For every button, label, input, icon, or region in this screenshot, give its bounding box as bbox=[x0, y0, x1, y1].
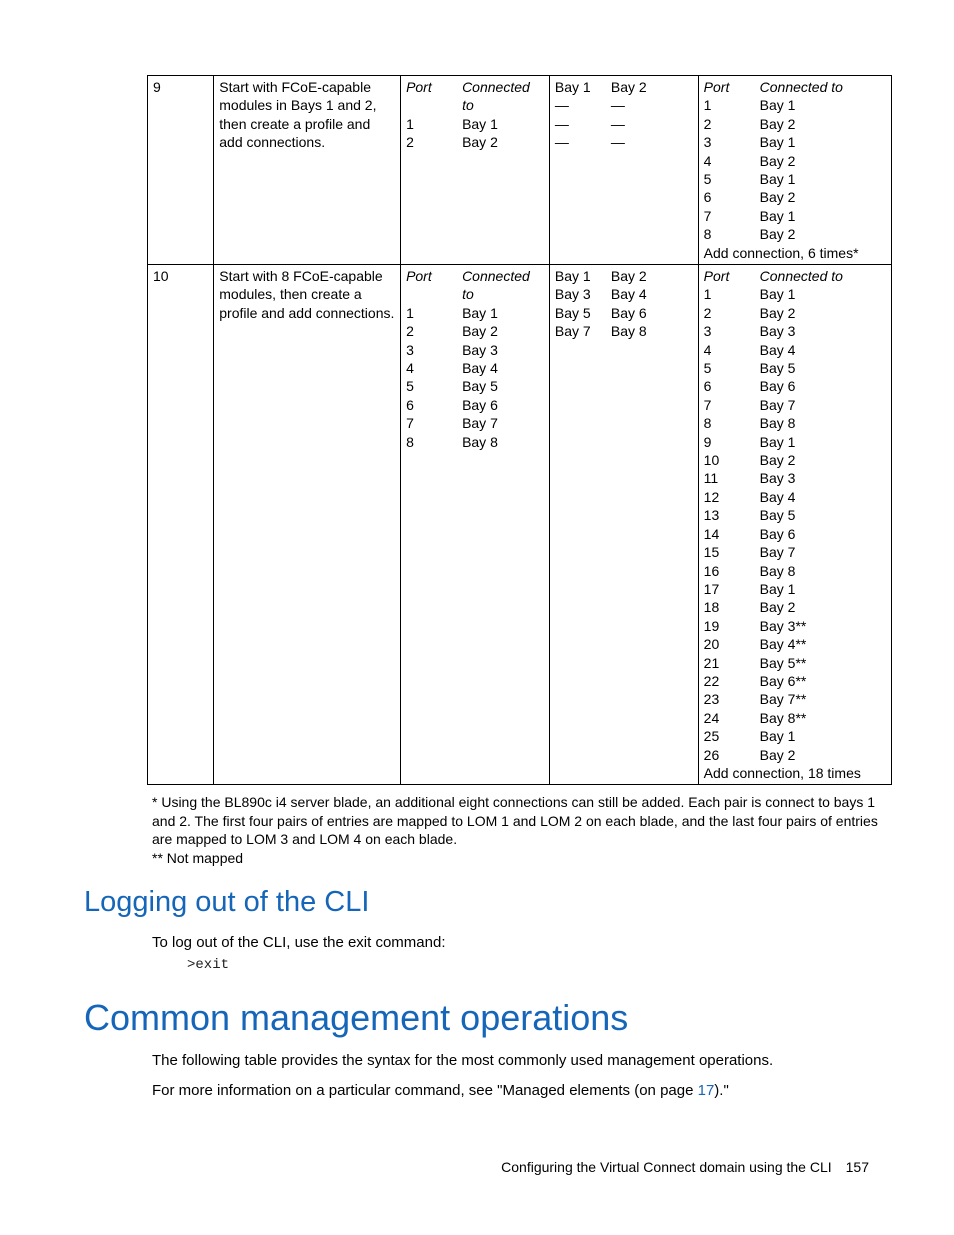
connected-to-header: Connected to bbox=[462, 268, 530, 303]
port-number: 6 bbox=[703, 189, 712, 206]
port-number: 2 bbox=[406, 323, 414, 340]
port-number: 22 bbox=[703, 672, 720, 689]
bay-value: Bay 6 bbox=[759, 525, 796, 542]
page-number: 157 bbox=[845, 1159, 869, 1175]
bay-value: Bay 2 bbox=[462, 323, 498, 340]
row-number: 10 bbox=[148, 265, 214, 785]
bay-value: Bay 1 bbox=[759, 433, 796, 450]
bay-label: Bay 6 bbox=[610, 304, 647, 321]
common-text-2-before: For more information on a particular command, see "Managed elements (on page bbox=[152, 1082, 698, 1099]
bay-label: Bay 5 bbox=[554, 304, 591, 321]
port-number: 26 bbox=[703, 746, 720, 763]
bays-cell bbox=[549, 265, 698, 785]
common-text-2 bbox=[152, 1082, 729, 1099]
port-number: 2 bbox=[406, 134, 414, 151]
connected-to-header: Connected to bbox=[462, 79, 530, 114]
bay-label: Bay 7 bbox=[554, 323, 591, 340]
port-number: 20 bbox=[703, 636, 720, 653]
port-number: 4 bbox=[703, 152, 712, 169]
heading-common-operations: Common management operations bbox=[84, 997, 629, 1038]
port-number: 5 bbox=[703, 171, 712, 188]
bay-value: Bay 1 bbox=[759, 728, 796, 745]
start-config-list bbox=[406, 267, 545, 451]
bay-value: Bay 7** bbox=[759, 691, 807, 708]
start-config-cell bbox=[401, 265, 550, 785]
bay-value: Bay 7 bbox=[759, 544, 796, 561]
bay-label: Bay 4 bbox=[610, 286, 647, 303]
bay-value: Bay 1 bbox=[759, 580, 796, 597]
row-number: 9 bbox=[148, 76, 214, 265]
logout-text: To log out of the CLI, use the exit command: bbox=[152, 934, 446, 951]
port-number: 25 bbox=[703, 728, 720, 745]
footer-chapter: Configuring the Virtual Connect domain using the CLI bbox=[501, 1159, 832, 1175]
port-number: 7 bbox=[703, 396, 712, 413]
port-number: 2 bbox=[703, 304, 712, 321]
connected-to-header: Connected to bbox=[759, 79, 843, 95]
bay-value: Bay 8 bbox=[759, 562, 796, 579]
add-connection-note: Add connection, 18 times bbox=[703, 764, 861, 781]
port-number: 21 bbox=[703, 654, 720, 671]
bay-label: — bbox=[554, 134, 569, 151]
port-number: 10 bbox=[703, 452, 720, 469]
bay-value: Bay 8** bbox=[759, 709, 807, 726]
bay-value: Bay 1 bbox=[759, 207, 796, 224]
port-number: 17 bbox=[703, 580, 720, 597]
bay-value: Bay 1 bbox=[759, 171, 796, 188]
bay-value: Bay 8 bbox=[462, 433, 498, 450]
row-description: Start with FCoE-capable modules in Bays 1 and 2, then create a profile and add connections. bbox=[214, 76, 401, 265]
bay-value: Bay 2 bbox=[759, 115, 796, 132]
bay-value: Bay 2 bbox=[759, 452, 796, 469]
common-text-2-after: )." bbox=[714, 1082, 729, 1099]
bay-value: Bay 2 bbox=[759, 304, 796, 321]
result-config-cell bbox=[698, 265, 891, 785]
port-number: 2 bbox=[703, 115, 712, 132]
page-17-link[interactable]: 17 bbox=[697, 1082, 715, 1099]
bay-value: Bay 4 bbox=[759, 488, 796, 505]
port-number: 3 bbox=[703, 134, 712, 151]
port-number: 9 bbox=[703, 433, 712, 450]
common-text-1: The following table provides the syntax for the most commonly used management operations. bbox=[152, 1052, 774, 1069]
port-header: Port bbox=[703, 79, 730, 95]
bay-label: — bbox=[610, 97, 625, 114]
bay-label: Bay 1 bbox=[554, 79, 591, 95]
bay-value: Bay 3 bbox=[759, 323, 796, 340]
port-number: 8 bbox=[406, 433, 414, 450]
port-number: 19 bbox=[703, 617, 720, 634]
bay-value: Bay 1 bbox=[759, 97, 796, 114]
exit-command-code: >exit bbox=[187, 957, 230, 973]
port-number: 7 bbox=[703, 207, 712, 224]
port-number: 8 bbox=[703, 415, 712, 432]
bay-value: Bay 5 bbox=[759, 507, 796, 524]
bay-label: — bbox=[610, 134, 625, 151]
port-number: 3 bbox=[406, 341, 414, 358]
bay-value: Bay 2 bbox=[462, 134, 498, 151]
bay-value: Bay 6 bbox=[462, 396, 498, 413]
bay-value: Bay 5 bbox=[759, 360, 796, 377]
port-number: 3 bbox=[703, 323, 712, 340]
bay-value: Bay 5 bbox=[462, 378, 498, 395]
bays-grid bbox=[555, 267, 694, 341]
bay-value: Bay 1 bbox=[759, 134, 796, 151]
bay-value: Bay 1 bbox=[462, 115, 498, 132]
result-config-list bbox=[704, 267, 887, 764]
bay-value: Bay 6 bbox=[759, 378, 796, 395]
port-number: 23 bbox=[703, 691, 720, 708]
result-config-cell bbox=[698, 76, 891, 265]
bay-value: Bay 2 bbox=[759, 189, 796, 206]
start-config-list bbox=[406, 78, 545, 152]
bay-value: Bay 6** bbox=[759, 672, 807, 689]
port-number: 14 bbox=[703, 525, 720, 542]
footnote-star: * Using the BL890c i4 server blade, an additional eight connections can still be added. Each pair is connect to bays 1 and 2. The first four pairs of entries are mapped to LOM 1 and LOM 2 on each blade, and the last four pairs of entries are mapped to LOM 3 and LOM 4 on each blade. bbox=[152, 794, 878, 847]
table-row bbox=[148, 76, 892, 265]
port-number: 4 bbox=[703, 341, 712, 358]
port-number: 8 bbox=[703, 226, 712, 243]
bay-value: Bay 4 bbox=[462, 360, 498, 377]
start-config-cell bbox=[401, 76, 550, 265]
port-number: 6 bbox=[406, 396, 414, 413]
port-number: 18 bbox=[703, 599, 720, 616]
port-number: 15 bbox=[703, 544, 720, 561]
port-header: Port bbox=[406, 268, 432, 284]
bays-grid bbox=[555, 78, 694, 152]
port-number: 11 bbox=[703, 470, 719, 487]
bay-label: Bay 2 bbox=[610, 268, 647, 284]
table-footnotes bbox=[152, 793, 882, 867]
footnote-double-star: ** Not mapped bbox=[152, 849, 244, 866]
bay-value: Bay 4 bbox=[759, 341, 796, 358]
port-number: 12 bbox=[703, 488, 720, 505]
bay-value: Bay 7 bbox=[462, 415, 498, 432]
bay-value: Bay 5** bbox=[759, 654, 807, 671]
port-number: 7 bbox=[406, 415, 414, 432]
heading-logging-out: Logging out of the CLI bbox=[84, 886, 370, 918]
port-number: 1 bbox=[703, 286, 712, 303]
bay-value: Bay 7 bbox=[759, 396, 796, 413]
bay-label: Bay 2 bbox=[610, 79, 647, 95]
bay-value: Bay 3** bbox=[759, 617, 807, 634]
bay-value: Bay 3 bbox=[759, 470, 796, 487]
bay-value: Bay 8 bbox=[759, 415, 796, 432]
bay-value: Bay 2 bbox=[759, 746, 796, 763]
bay-value: Bay 2 bbox=[759, 226, 796, 243]
port-number: 4 bbox=[406, 360, 414, 377]
bay-label: — bbox=[554, 115, 569, 132]
port-number: 5 bbox=[703, 360, 712, 377]
bay-label: Bay 1 bbox=[554, 268, 591, 284]
port-number: 1 bbox=[406, 115, 414, 132]
port-header: Port bbox=[406, 79, 432, 95]
bay-value: Bay 1 bbox=[462, 304, 498, 321]
table-row bbox=[148, 265, 892, 785]
bay-value: Bay 2 bbox=[759, 599, 796, 616]
bay-label: — bbox=[554, 97, 569, 114]
port-number: 1 bbox=[406, 304, 414, 321]
add-connection-note: Add connection, 6 times* bbox=[703, 244, 859, 261]
bays-cell bbox=[549, 76, 698, 265]
bay-label: Bay 8 bbox=[610, 323, 647, 340]
port-number: 6 bbox=[703, 378, 712, 395]
port-number: 5 bbox=[406, 378, 414, 395]
bay-value: Bay 2 bbox=[759, 152, 796, 169]
port-number: 24 bbox=[703, 709, 720, 726]
port-number: 16 bbox=[703, 562, 720, 579]
bay-label: — bbox=[610, 115, 625, 132]
port-number: 1 bbox=[703, 97, 712, 114]
bay-value: Bay 1 bbox=[759, 286, 796, 303]
bay-value: Bay 4** bbox=[759, 636, 807, 653]
port-header: Port bbox=[703, 268, 730, 284]
result-config-list bbox=[704, 78, 887, 244]
bay-label: Bay 3 bbox=[554, 286, 591, 303]
row-description: Start with 8 FCoE-capable modules, then create a profile and add connections. bbox=[214, 265, 401, 785]
connections-table bbox=[147, 75, 892, 785]
connected-to-header: Connected to bbox=[759, 268, 843, 284]
page-footer bbox=[501, 1159, 869, 1175]
bay-value: Bay 3 bbox=[462, 341, 498, 358]
port-number: 13 bbox=[703, 507, 720, 524]
